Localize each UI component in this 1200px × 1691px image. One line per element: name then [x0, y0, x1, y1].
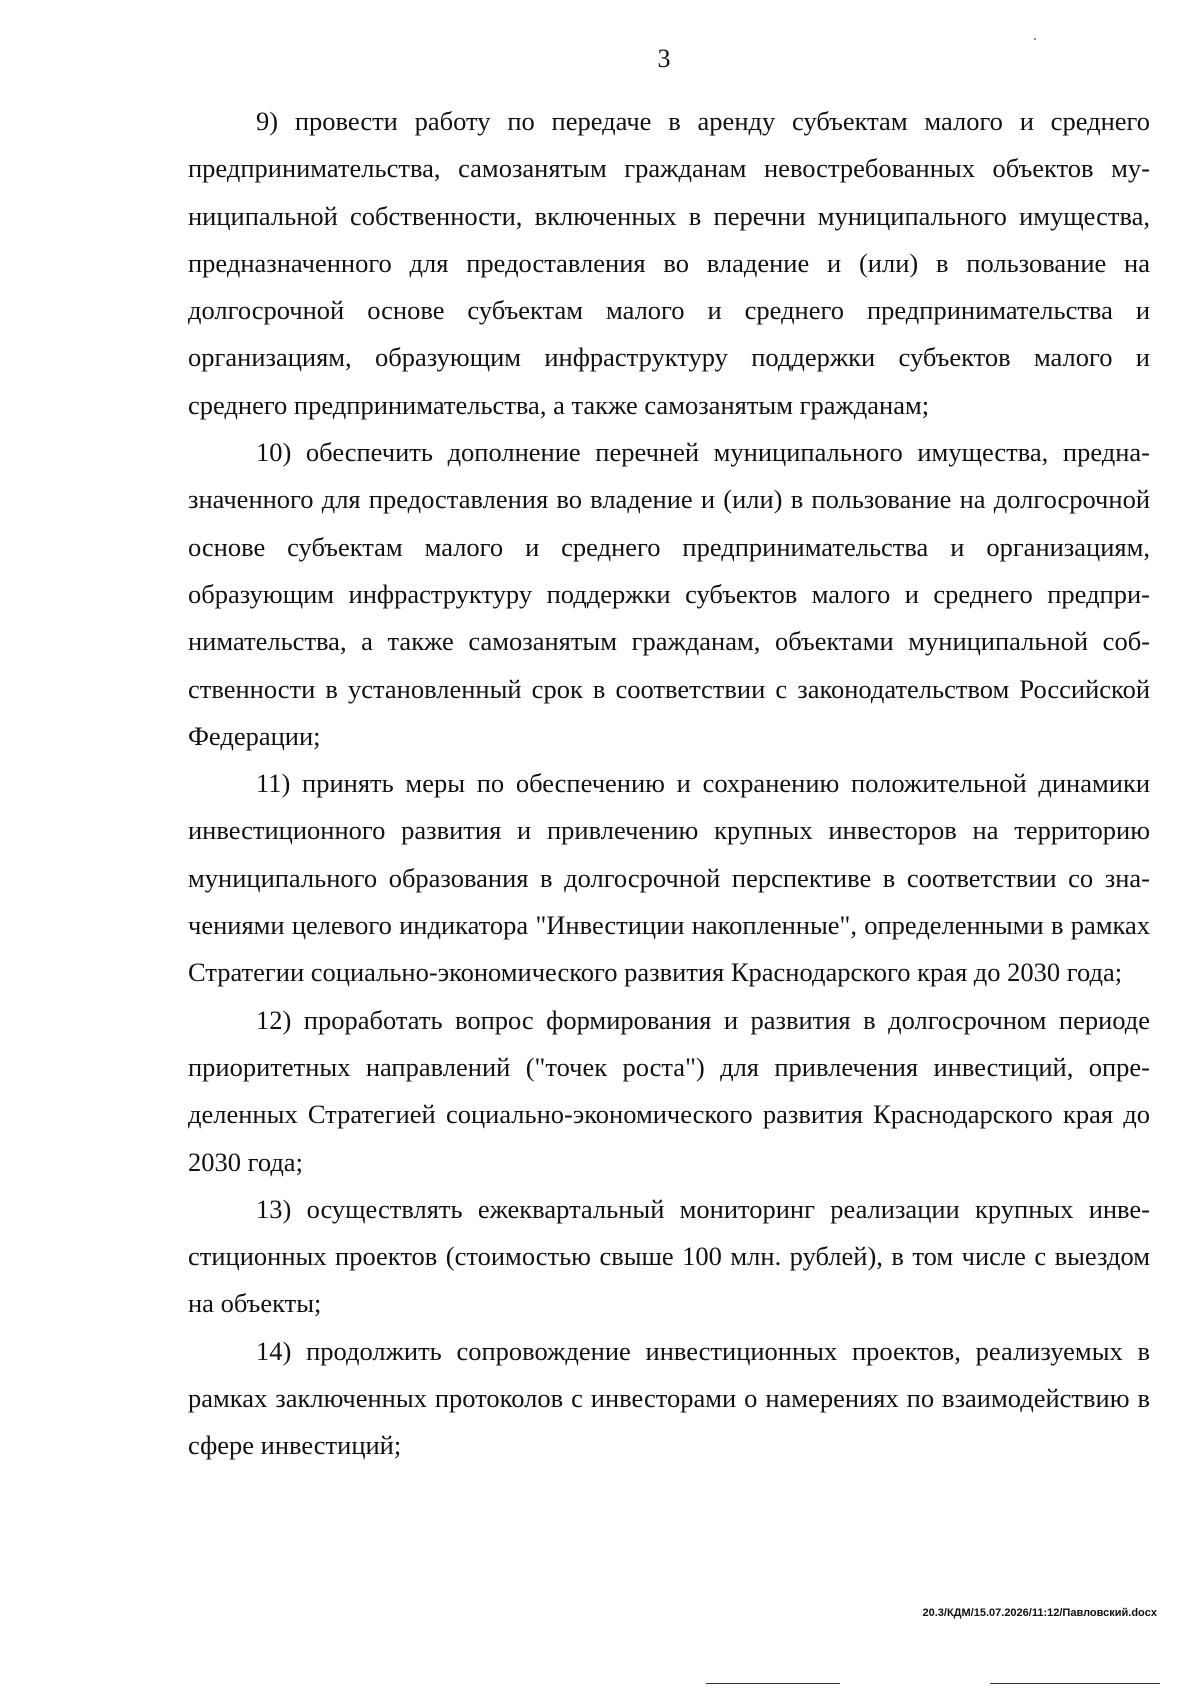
page-number: 3: [657, 44, 671, 73]
bottom-rule-left: [706, 1683, 840, 1684]
document-file-code: 20.3/КДМ/15.07.2026/11:12/Павловский.docx: [922, 1607, 1157, 1619]
list-item-10: 10) обеспечить дополнение перечней муниципального имущества, предназначенного для предоставления во владение и (или) в пользование на долгосрочной основе субъектам малого и среднего предпринимательства и организациям, образующим инфраструктуру поддержки субъектов малого и среднего предпринимательства, а также самозанятым гражданам, объектами муниципальной собственности в установленный срок в соответствии с законодательством Российской Федерации;: [188, 437, 1150, 751]
scan-speck: [1034, 38, 1036, 40]
list-item-14: 14) продолжить сопровождение инвестиционных проектов, реализуемых в рамках заключенных протоколов с инвесторами о намерениях по взаимодействию в сфере инвестиций;: [188, 1335, 1150, 1461]
list-item-11: 11) принять меры по обеспечению и сохранению положительной динамики инвестиционного развития и привлечению крупных инвесторов на территорию муниципального образования в долгосрочной перспективе в соответствии со значениями целевого индикатора "Инвестиции накопленные", определенными в рамках Стратегии социально-экономического развития Краснодарского края до 2030 года;: [188, 768, 1150, 988]
list-item-13: 13) осуществлять ежеквартальный мониторинг реализации крупных инвестиционных проектов (стоимостью свыше 100 млн. рублей), в том числе с выездом на объекты;: [188, 1193, 1150, 1319]
list-item-12: 12) проработать вопрос формирования и развития в долгосрочном периоде приоритетных направлений ("точек роста") для привлечения инвестиций, определенных Стратегией социально-экономического развития Краснодарского края до 2030 года;: [188, 1004, 1150, 1177]
document-body: [188, 98, 1150, 1470]
bottom-rule-right: [990, 1683, 1160, 1684]
list-item-9: 9) провести работу по передаче в аренду субъектам малого и среднего предпринимательства, самозанятым гражданам невостребованных объектов муниципальной собственности, включенных в перечни муниципального имущества, предназначенного для предоставления во владение и (или) в пользование на долгосрочной основе субъектам малого и среднего предпринимательства и организациям, образующим инфраструктуру поддержки субъектов малого и среднего предпринимательства, а также самозанятым гражданам;: [188, 106, 1150, 420]
